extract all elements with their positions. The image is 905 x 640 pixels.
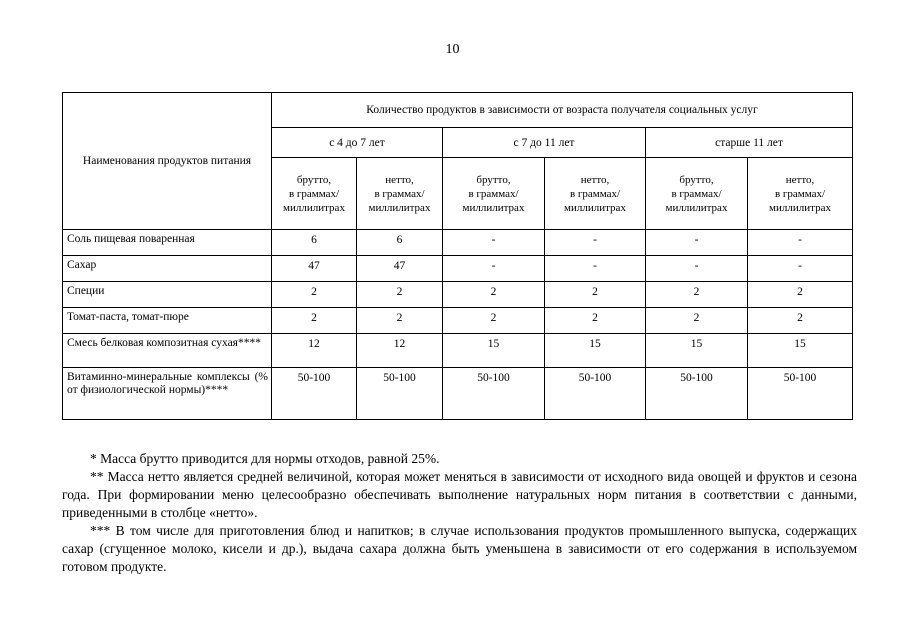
unit-header-line: нетто, [385, 173, 414, 186]
unit-header [646, 158, 748, 230]
page-number: 10 [445, 42, 460, 57]
table-cell: - [748, 230, 853, 256]
table-cell: 2 [545, 282, 646, 308]
table-cell: 50-100 [357, 368, 443, 420]
unit-header-line: нетто, [580, 173, 610, 186]
table-row [63, 282, 853, 308]
table-cell: 2 [748, 308, 853, 334]
table-cell: 2 [443, 308, 545, 334]
table-cell: 6 [357, 230, 443, 256]
unit-header-line: брутто, [296, 173, 332, 186]
age-header-7-11: с 7 до 11 лет [443, 128, 646, 158]
product-name-header: Наименования продуктов питания [63, 93, 272, 230]
table-cell: 50-100 [545, 368, 646, 420]
table-row [63, 256, 853, 282]
table-cell: 6 [272, 230, 357, 256]
footnote-sugar: *** В том числе для приготовления блюд и напитков; в случае использования продуктов промышленного выпуска, содержащих сахар (сгущенное молоко, кисели и др.), выдача сахара должна быть уменьшена в зависимости от его содержания в используемом готовом продукте. [62, 523, 857, 574]
table-cell: - [646, 256, 748, 282]
unit-header [443, 158, 545, 230]
table-cell: - [748, 256, 853, 282]
product-name: Томат-паста, томат-пюре [63, 308, 272, 334]
table-cell: 50-100 [272, 368, 357, 420]
table-cell: 2 [272, 308, 357, 334]
table-cell: 2 [646, 282, 748, 308]
footnote-gross: * Масса брутто приводится для нормы отходов, равной 25%. [90, 451, 440, 466]
table-cell: 2 [545, 308, 646, 334]
table-cell: 15 [646, 334, 748, 368]
unit-header [272, 158, 357, 230]
unit-header-line: брутто, [679, 173, 714, 186]
unit-header [748, 158, 853, 230]
table-cell: 2 [443, 282, 545, 308]
table-cell: 2 [646, 308, 748, 334]
table-cell: - [545, 230, 646, 256]
unit-header-line: в граммах/ [671, 187, 722, 200]
product-name: Смесь белковая композитная сухая**** [63, 334, 272, 368]
unit-header-line: в граммах/ [288, 187, 340, 200]
unit-header-line: брутто, [476, 173, 511, 186]
table-row [63, 308, 853, 334]
table-cell: 2 [748, 282, 853, 308]
unit-header [545, 158, 646, 230]
product-name: Соль пищевая поваренная [63, 230, 272, 256]
nutrition-table [62, 92, 853, 420]
table-cell: 15 [443, 334, 545, 368]
header-row-group [63, 93, 853, 128]
table-cell: 47 [357, 256, 443, 282]
table-cell: 50-100 [646, 368, 748, 420]
unit-header-line: нетто, [785, 173, 815, 186]
unit-header [357, 158, 443, 230]
table-row [63, 230, 853, 256]
table-cell: 15 [748, 334, 853, 368]
table-cell: 2 [272, 282, 357, 308]
unit-header-line: миллилитрах [564, 201, 626, 214]
quantity-group-header: Количество продуктов в зависимости от возраста получателя социальных услуг [272, 93, 853, 128]
unit-header-line: миллилитрах [665, 201, 728, 214]
table-cell: 12 [357, 334, 443, 368]
unit-header-line: миллилитрах [368, 201, 431, 214]
table-row [63, 334, 853, 368]
table-cell: - [443, 256, 545, 282]
age-header-4-7: с 4 до 7 лет [272, 128, 443, 158]
table-cell: 50-100 [748, 368, 853, 420]
table-cell: 47 [272, 256, 357, 282]
table-row [63, 368, 853, 420]
unit-header-line: в граммах/ [468, 187, 519, 200]
table-cell: 2 [357, 282, 443, 308]
product-name: Сахар [63, 256, 272, 282]
table-cell: 12 [272, 334, 357, 368]
unit-header-line: в граммах/ [569, 187, 621, 200]
unit-header-line: миллилитрах [462, 201, 525, 214]
age-header-over-11: старше 11 лет [646, 128, 853, 158]
table-cell: - [646, 230, 748, 256]
table-cell: 15 [545, 334, 646, 368]
table-cell: 50-100 [443, 368, 545, 420]
unit-header-line: миллилитрах [769, 201, 831, 214]
unit-header-line: миллилитрах [283, 201, 345, 214]
product-name: Витаминно-минеральные комплексы (% от физиологической нормы)**** [63, 368, 272, 420]
table-cell: - [443, 230, 545, 256]
footnotes [62, 450, 857, 576]
table-cell: 2 [357, 308, 443, 334]
unit-header-line: в граммах/ [374, 187, 425, 200]
product-name: Специи [63, 282, 272, 308]
table-cell: - [545, 256, 646, 282]
footnote-net: ** Масса нетто является средней величиной, которая может меняться в зависимости от исходного вида овощей и фруктов и сезона года. При формировании меню целесообразно обеспечивать выполнение натуральных норм питания в соответствии с данными, приведенными в столбце «нетто». [62, 469, 857, 520]
unit-header-line: в граммах/ [774, 187, 826, 200]
